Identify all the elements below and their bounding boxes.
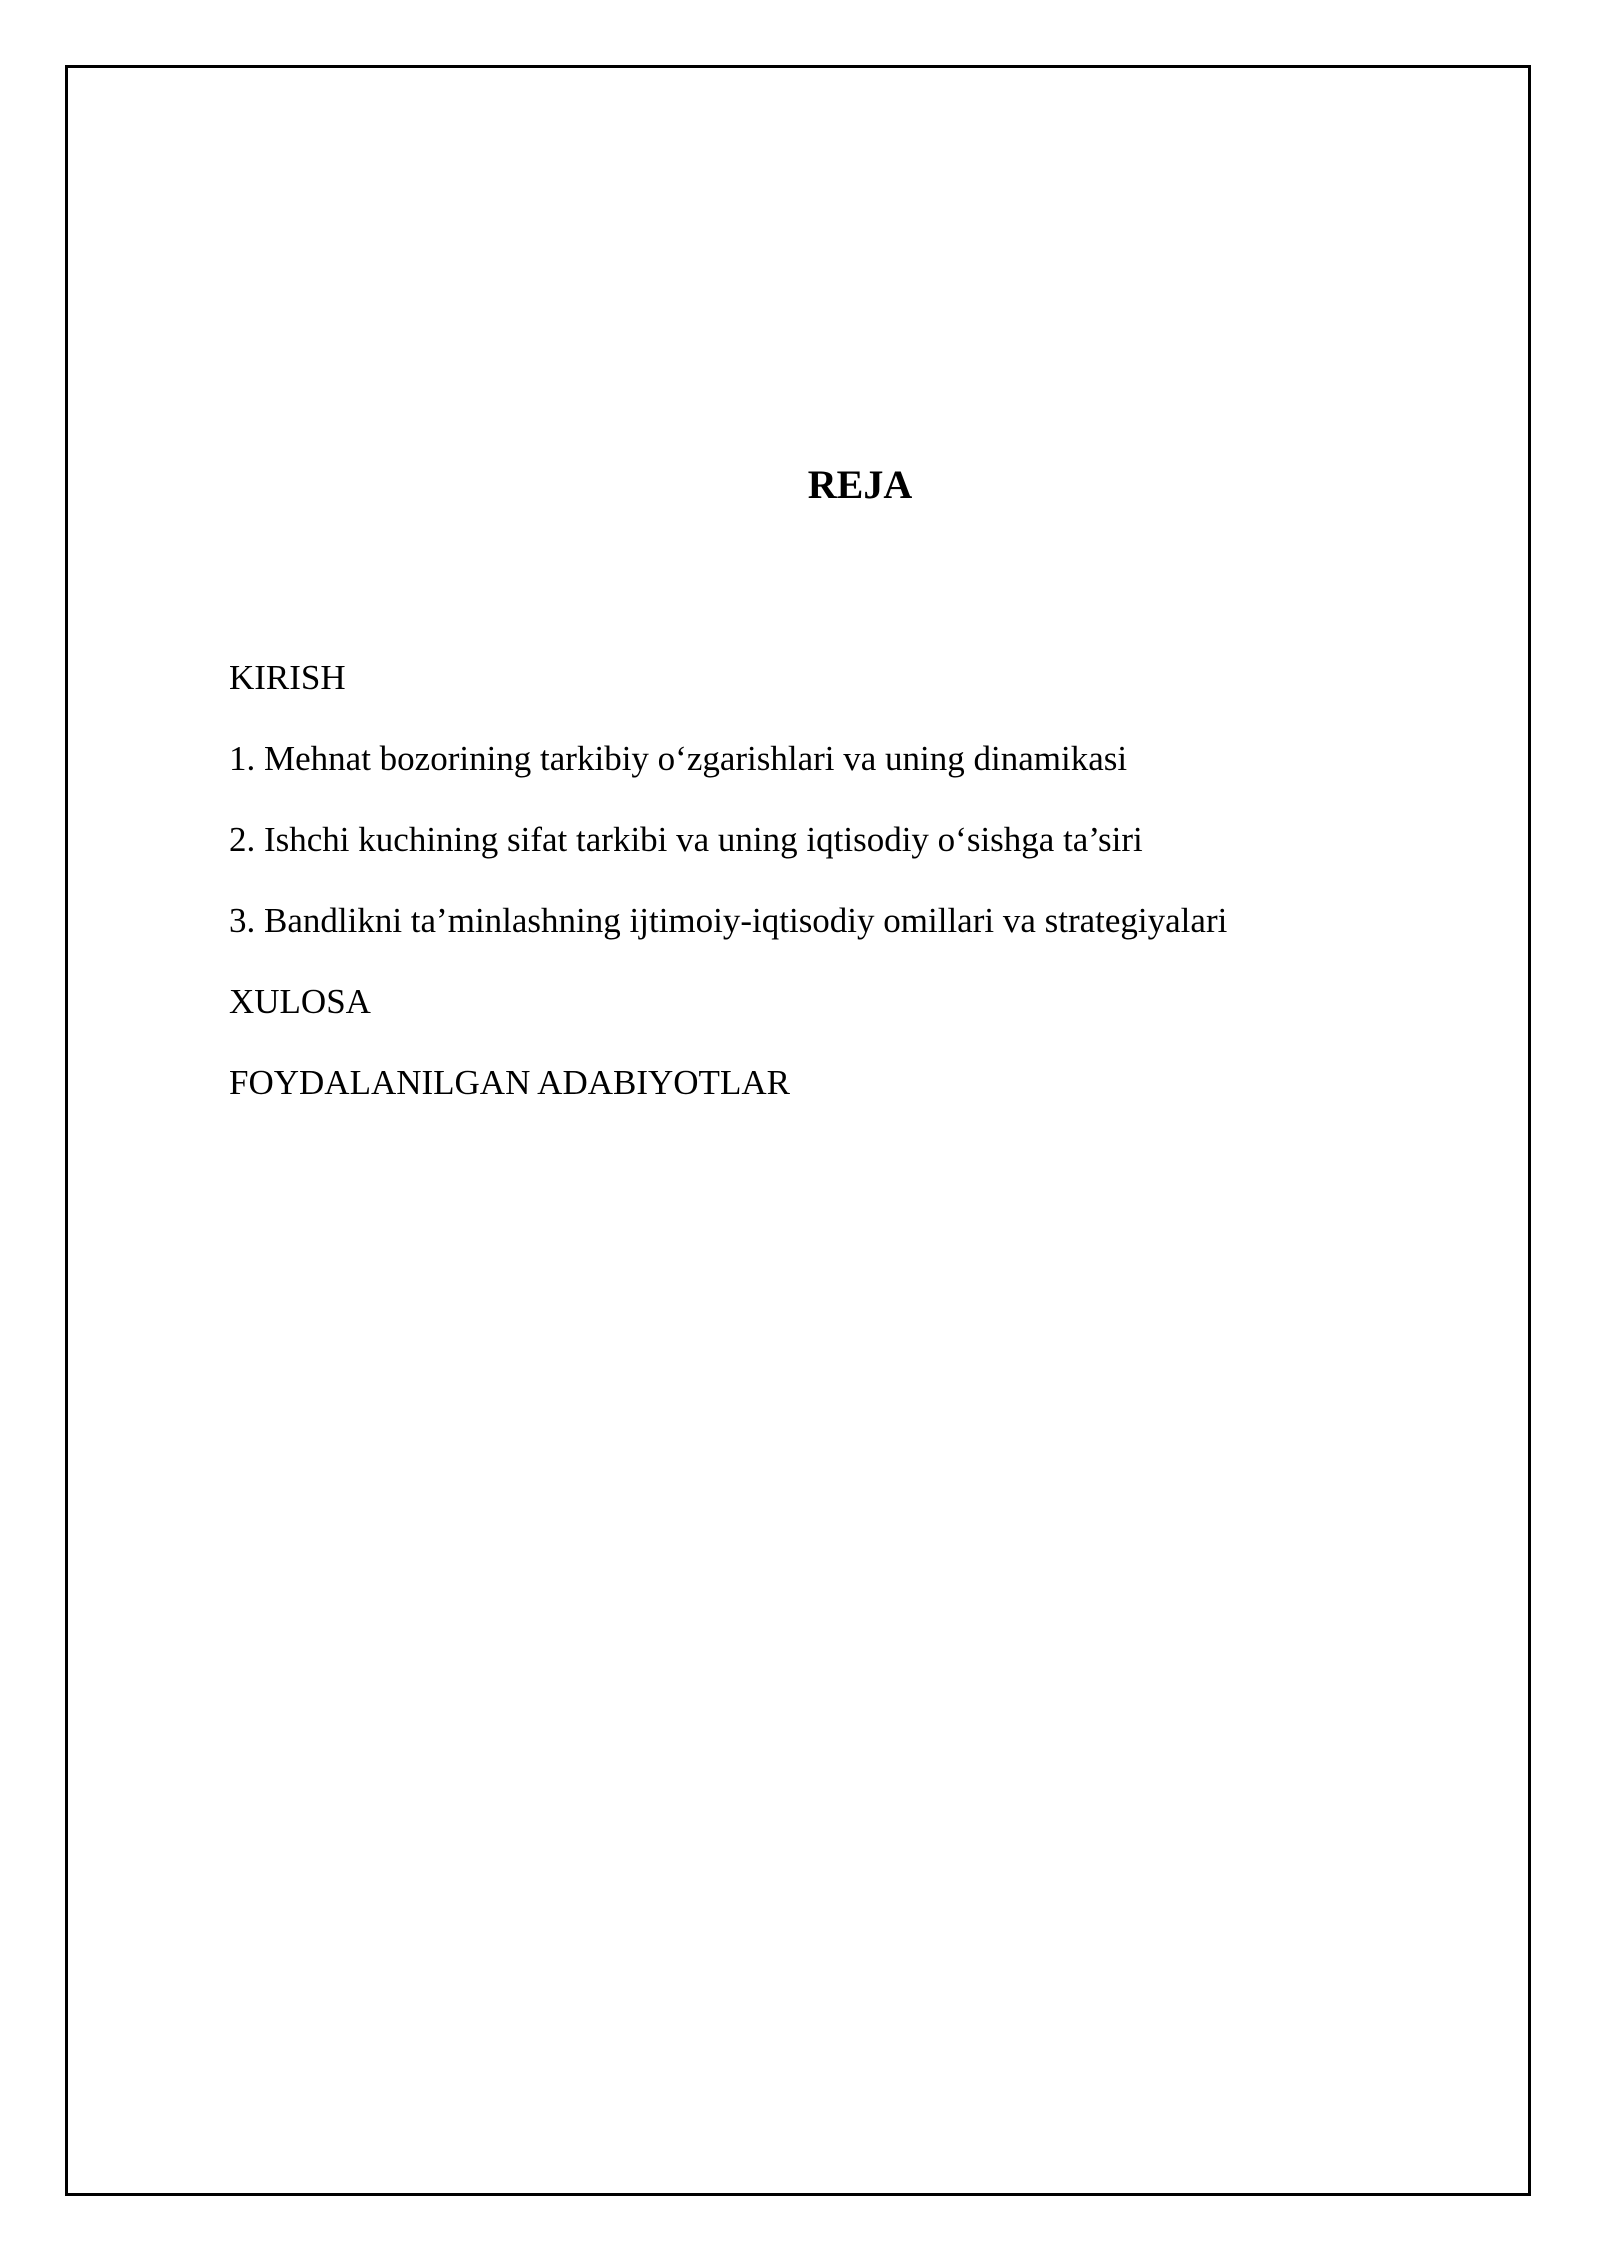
plan-item-conclusion: XULOSA	[229, 982, 371, 1021]
plan-item-2: 2. Ishchi kuchining sifat tarkibi va uning iqtisodiy o‘sishga ta’siri	[229, 820, 1143, 859]
plan-item-references: FOYDALANILGAN ADABIYOTLAR	[229, 1063, 790, 1102]
page-border	[65, 65, 1531, 2196]
plan-list	[229, 637, 1227, 1123]
plan-item-introduction: KIRISH	[229, 658, 346, 697]
plan-item-3: 3. Bandlikni ta’minlashning ijtimoiy-iqtisodiy omillari va strategiyalari	[229, 901, 1228, 940]
page-title: REJA	[807, 462, 913, 507]
plan-item-1: 1. Mehnat bozorining tarkibiy o‘zgarishlari va uning dinamikasi	[229, 739, 1128, 778]
